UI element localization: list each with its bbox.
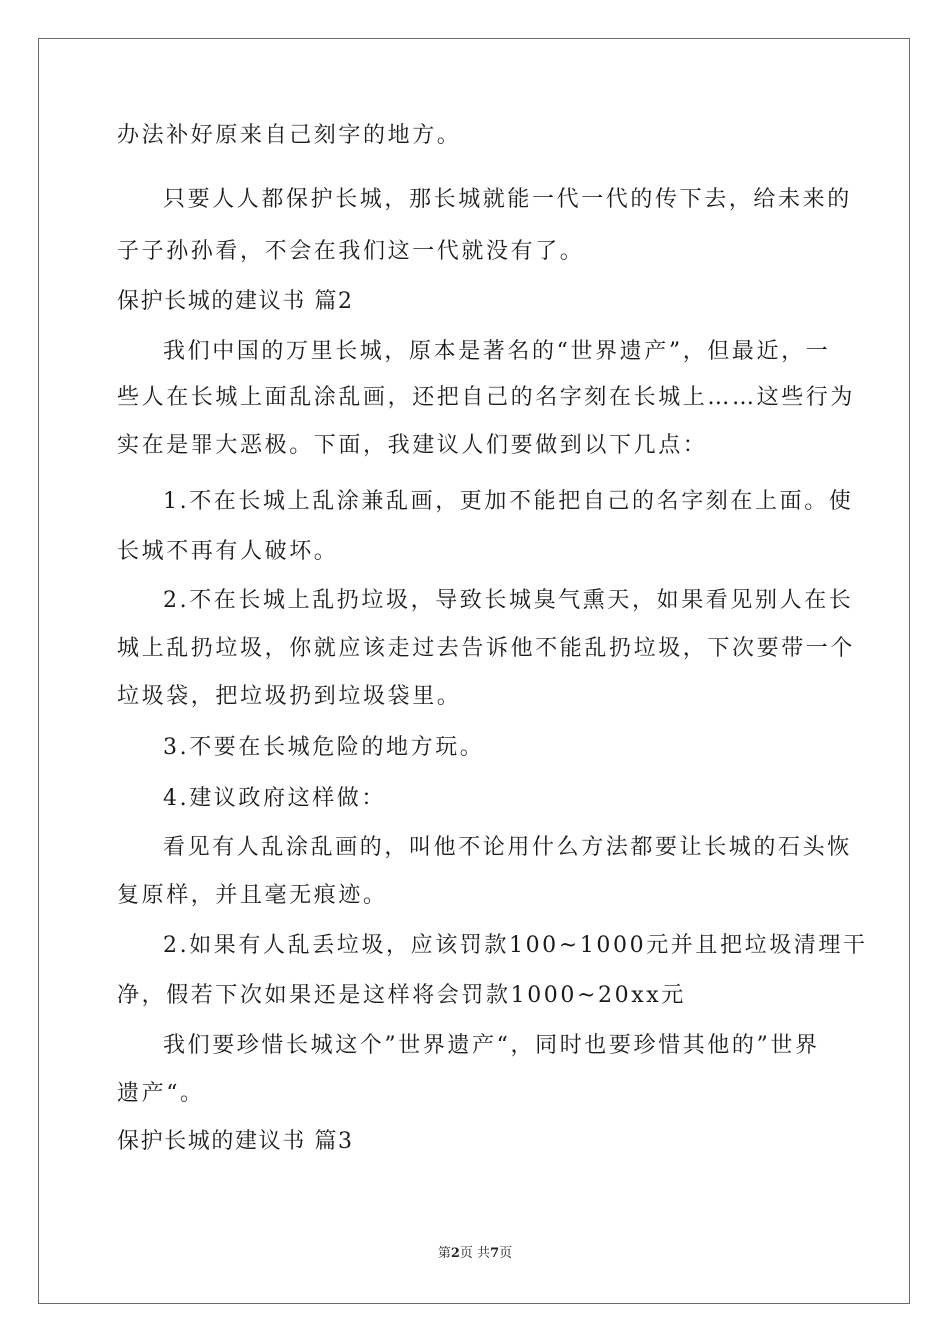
paragraph-line: 4.建议政府这样做：	[163, 786, 386, 811]
paragraph-line: 复原样，并且毫无痕迹。	[117, 883, 388, 908]
paragraph-line: 2.如果有人乱丢垃圾，应该罚款100~1000元并且把垃圾清理干	[163, 933, 868, 958]
page-middle-text: 页 共	[459, 1246, 491, 1261]
page-current-number: 2	[450, 1246, 460, 1261]
paragraph-line: 办法补好原来自己刻字的地方。	[117, 123, 462, 148]
page-suffix: 页	[499, 1246, 513, 1261]
paragraph-line: 长城不再有人破坏。	[117, 539, 339, 564]
paragraph-line: 垃圾袋，把垃圾扔到垃圾袋里。	[117, 684, 462, 709]
paragraph-line: 遗产“。	[117, 1081, 205, 1106]
page-prefix: 第	[437, 1246, 451, 1261]
paragraph-line: 1.不在长城上乱涂兼乱画，更加不能把自己的名字刻在上面。使	[163, 489, 854, 514]
paragraph-line: 3.不要在长城危险的地方玩。	[163, 735, 485, 760]
paragraph-line: 些人在长城上面乱涂乱画，还把自己的名字刻在长城上……这些行为	[117, 385, 856, 410]
paragraph-line: 2.不在长城上乱扔垃圾，导致长城臭气熏天，如果看见别人在长	[163, 588, 854, 613]
paragraph-line: 净，假若下次如果还是这样将会罚款1000~20xx元	[117, 983, 686, 1008]
paragraph-line: 城上乱扔垃圾，你就应该走过去告诉他不能乱扔垃圾，下次要带一个	[117, 636, 856, 661]
paragraph-line: 实在是罪大恶极。下面，我建议人们要做到以下几点：	[117, 433, 708, 458]
paragraph-line: 我们要珍惜长城这个”世界遗产“，同时也要珍惜其他的”世界	[163, 1033, 820, 1058]
paragraph-line: 子子孙孙看，不会在我们这一代就没有了。	[117, 239, 585, 264]
page-border	[38, 38, 910, 1304]
paragraph-line: 看见有人乱涂乱画的，叫他不论用什么方法都要让长城的石头恢	[163, 835, 852, 860]
section-heading: 保护长城的建议书 篇2	[117, 289, 354, 314]
page-footer	[0, 1245, 950, 1263]
paragraph-line: 我们中国的万里长城，原本是著名的“世界遗产”，但最近，一	[163, 339, 831, 364]
section-heading: 保护长城的建议书 篇3	[117, 1129, 354, 1154]
paragraph-line: 只要人人都保护长城，那长城就能一代一代的传下去，给未来的	[163, 187, 852, 212]
page-total-number: 7	[490, 1246, 500, 1261]
